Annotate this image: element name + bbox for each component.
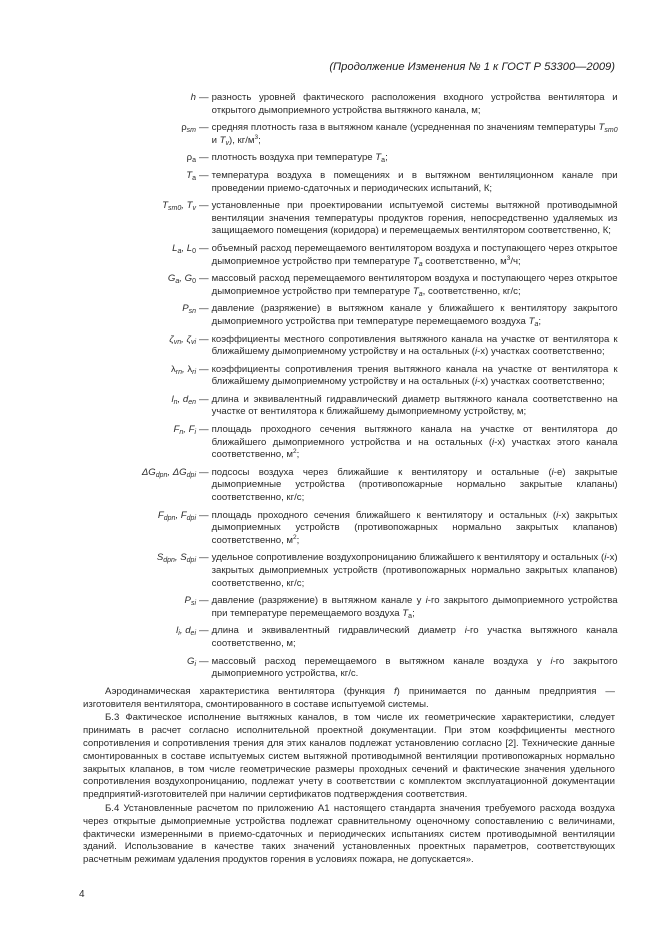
definition-symbol: $\rho_a$ bbox=[186, 152, 196, 165]
em-dash: — bbox=[199, 509, 209, 521]
definition-item bbox=[0, 92, 661, 117]
em-dash: — bbox=[199, 466, 209, 478]
definition-text: давление (разряжение) в вытяжном канале у i-го закрытого дымоприемного устройства при температуре перемещаемого воздуха $T_a$; bbox=[211, 595, 618, 620]
definition-item bbox=[0, 510, 661, 548]
definition-item bbox=[0, 273, 661, 298]
definition-symbol: $F_{dpn}$, $F_{dpi}$ bbox=[157, 509, 196, 522]
definition-item bbox=[0, 364, 661, 389]
definition-text: температура воздуха в помещениях и в вытяжном вентиляционном канале при проведении приемо-сдаточных и периодических испытаний, К; bbox=[211, 169, 618, 194]
definition-text: давление (разряжение) в вытяжном канале у ближайшего к вентилятору закрытого дымоприемного устройства при температуре перемещаемого воздуха $T_a$; bbox=[211, 303, 618, 328]
definition-symbol: $S_{dpn}$, $S_{dpi}$ bbox=[156, 552, 196, 565]
definition-text: плотность воздуха при температуре $T_a$; bbox=[211, 152, 388, 165]
definition-text: массовый расход перемещаемого вентилятором воздуха и поступающего через открытое дымоприемное устройство при температуре $T_a$, соответственно, кг/с; bbox=[211, 273, 618, 298]
definition-item bbox=[0, 394, 661, 419]
paragraph-b4: Б.4 Установленные расчетом по приложению А1 настоящего стандарта значения требуемого расхода воздуха через открытые дымоприемные устройства подлежат сравнительному оценочному сопоставлению с величинами, фактически измеренными в приемо-сдаточных и периодических испытаниях систем противодымной вентиляции зданий. Использование в качестве таких значений установленных проектных параметров, соответствующих расчетным режимам удаления продуктов горения в условиях пожара, не допускается». bbox=[83, 802, 615, 866]
definition-symbol: $\zeta_{vn}$, $\zeta_{vi}$ bbox=[169, 333, 196, 346]
paragraph-b3: Б.3 Фактическое исполнение вытяжных каналов, в том числе их геометрические характеристики, следует принимать в расчет согласно исполнительной проектной документации. При этом коэффициенты местного сопротивления и сопротивления трения для этих каналов подлежат установлению согласно [2]. Технические данные смонтированных в составе испытуемых систем вытяжной противодымной вентиляции противопожарных нормально закрытых клапанов, в том числе геометрические размеры проходных сечений и фактические значения удельного сопротивления воздухопроницанию, подлежат учету в соответствии с комплектом эксплуатационной документации предприятий-изготовителей при наличии сертификатов подтверждения соответствия. bbox=[83, 712, 615, 801]
definition-text: разность уровней фактического расположения входного устройства вентилятора и открытого дымоприемного устройства вытяжного канала, м; bbox=[211, 92, 618, 116]
definition-text: длина и эквивалентный гидравлический диаметр вытяжного канала соответственно на участке от вентилятора к ближайшему дымоприемному устройству, м; bbox=[211, 393, 618, 418]
em-dash: — bbox=[199, 92, 209, 103]
definition-item bbox=[0, 656, 661, 681]
definition-symbol: $P_{si}$ bbox=[184, 595, 196, 608]
definition-text: коэффициенты местного сопротивления вытяжного канала на участке от вентилятора к ближайшему дымоприемному устройству и на остальных (i-х) участках соответственно; bbox=[211, 333, 618, 358]
definition-item bbox=[0, 122, 661, 147]
definition-item bbox=[0, 467, 661, 505]
definition-text: объемный расход перемещаемого вентилятором воздуха и поступающего через открытое дымоприемное устройство при температуре $T_a$ соответственно, $м^3/ч$; bbox=[211, 242, 618, 268]
definition-symbol: $\rho_{sm}$ bbox=[181, 122, 196, 135]
definition-text: удельное сопротивление воздухопроницанию ближайшего к вентилятору и остальных (i-х) закрытых дымоприемных устройств (противопожарных нормально закрытых клапанов) соответственно, кг/с; bbox=[211, 552, 618, 589]
paragraph-fan-characteristic: Аэродинамическая характеристика вентилятора (функция f) принимается по данным предприятия — изготовителя вентилятора, смонтированного в составе испытуемой системы. bbox=[83, 685, 615, 710]
definition-symbol: $F_n$, $F_i$ bbox=[173, 424, 196, 437]
em-dash: — bbox=[199, 424, 209, 436]
definition-text: коэффициенты сопротивления трения вытяжного канала на участке от вентилятора к ближайшему дымоприемному устройству и на остальных (i-х) участках соответственно; bbox=[211, 363, 618, 388]
definition-symbol: $\Delta G_{dpn}$, $\Delta G_{dpi}$ bbox=[141, 466, 196, 479]
definition-symbol: $L_a$, $L_0$ bbox=[172, 242, 196, 255]
em-dash: — bbox=[199, 122, 209, 134]
definition-item bbox=[0, 200, 661, 238]
definition-symbol: $G_i$ bbox=[186, 655, 196, 668]
definition-text: подсосы воздуха через ближайшие к вентилятору и остальные (i-е) закрытые дымоприемные устройства (противопожарные нормально закрытые клапаны) соответственно, кг/с; bbox=[211, 466, 618, 504]
definition-text: длина и эквивалентный гидравлический диаметр i-го участка вытяжного канала соответственно, м; bbox=[211, 625, 618, 649]
em-dash: — bbox=[199, 595, 209, 607]
definition-symbol: $T_a$ bbox=[186, 169, 196, 182]
definition-item bbox=[0, 424, 661, 462]
definition-symbol: $\lambda_{rn}$, $\lambda_{ri}$ bbox=[170, 363, 196, 376]
definition-text: установленные при проектировании испытуемой системы вытяжной противодымной вентиляции значения температуры продуктов горения, непосредственно удаляемых из защищаемого помещения (коридора) и перемещаемых вентилятором соответственно, К; bbox=[211, 200, 618, 237]
definition-symbol: $T_{sm0}$, $T_v$ bbox=[162, 200, 196, 213]
definition-text: площадь проходного сечения вытяжного канала на участке от вентилятора до ближайшего дымоприемного устройства и на остальных (i-х) участках этого канала соответственно, $м^2$; bbox=[211, 424, 618, 461]
em-dash: — bbox=[199, 655, 209, 667]
definition-item bbox=[0, 243, 661, 268]
em-dash: — bbox=[199, 393, 209, 405]
em-dash: — bbox=[199, 552, 209, 564]
definition-symbol: $l_i$, $d_{ei}$ bbox=[176, 625, 196, 638]
em-dash: — bbox=[199, 363, 209, 375]
page-header: (Продолжение Изменения № 1 к ГОСТ Р 53300—2009) bbox=[329, 61, 615, 73]
definition-item bbox=[0, 170, 661, 195]
em-dash: — bbox=[199, 273, 209, 285]
definition-text: массовый расход перемещаемого в вытяжном канале воздуха у i-го закрытого дымоприемного устройства, кг/с. bbox=[211, 655, 618, 680]
definition-text: средняя плотность газа в вытяжном канале (усредненная по значениям температуры $T_{sm0}$ и $T_v$), $кг/м^3$; bbox=[211, 122, 618, 147]
definition-symbol: $l_n$, $d_{en}$ bbox=[171, 393, 196, 406]
definition-item bbox=[0, 552, 661, 590]
definition-item bbox=[0, 595, 661, 620]
definition-text: площадь проходного сечения ближайшего к вентилятору и остальных (i-х) закрытых дымоприемных устройств (противопожарных нормально закрытых клапанов) соответственно, $м^2$; bbox=[211, 509, 618, 546]
em-dash: — bbox=[199, 303, 209, 315]
definition-symbol: $P_{sn}$ bbox=[182, 303, 196, 316]
em-dash: — bbox=[199, 333, 209, 345]
definitions-list bbox=[0, 92, 661, 681]
definition-item bbox=[0, 625, 661, 650]
body-paragraphs bbox=[83, 686, 615, 867]
em-dash: — bbox=[199, 200, 209, 212]
definition-item bbox=[0, 334, 661, 359]
em-dash: — bbox=[199, 169, 209, 181]
definition-symbol: h bbox=[190, 92, 196, 103]
definition-symbol: $G_a$, $G_0$ bbox=[167, 273, 196, 286]
em-dash: — bbox=[199, 242, 209, 254]
page-number: 4 bbox=[79, 888, 85, 900]
em-dash: — bbox=[199, 152, 209, 164]
em-dash: — bbox=[199, 625, 209, 637]
definition-item bbox=[0, 152, 661, 165]
definition-item bbox=[0, 303, 661, 328]
